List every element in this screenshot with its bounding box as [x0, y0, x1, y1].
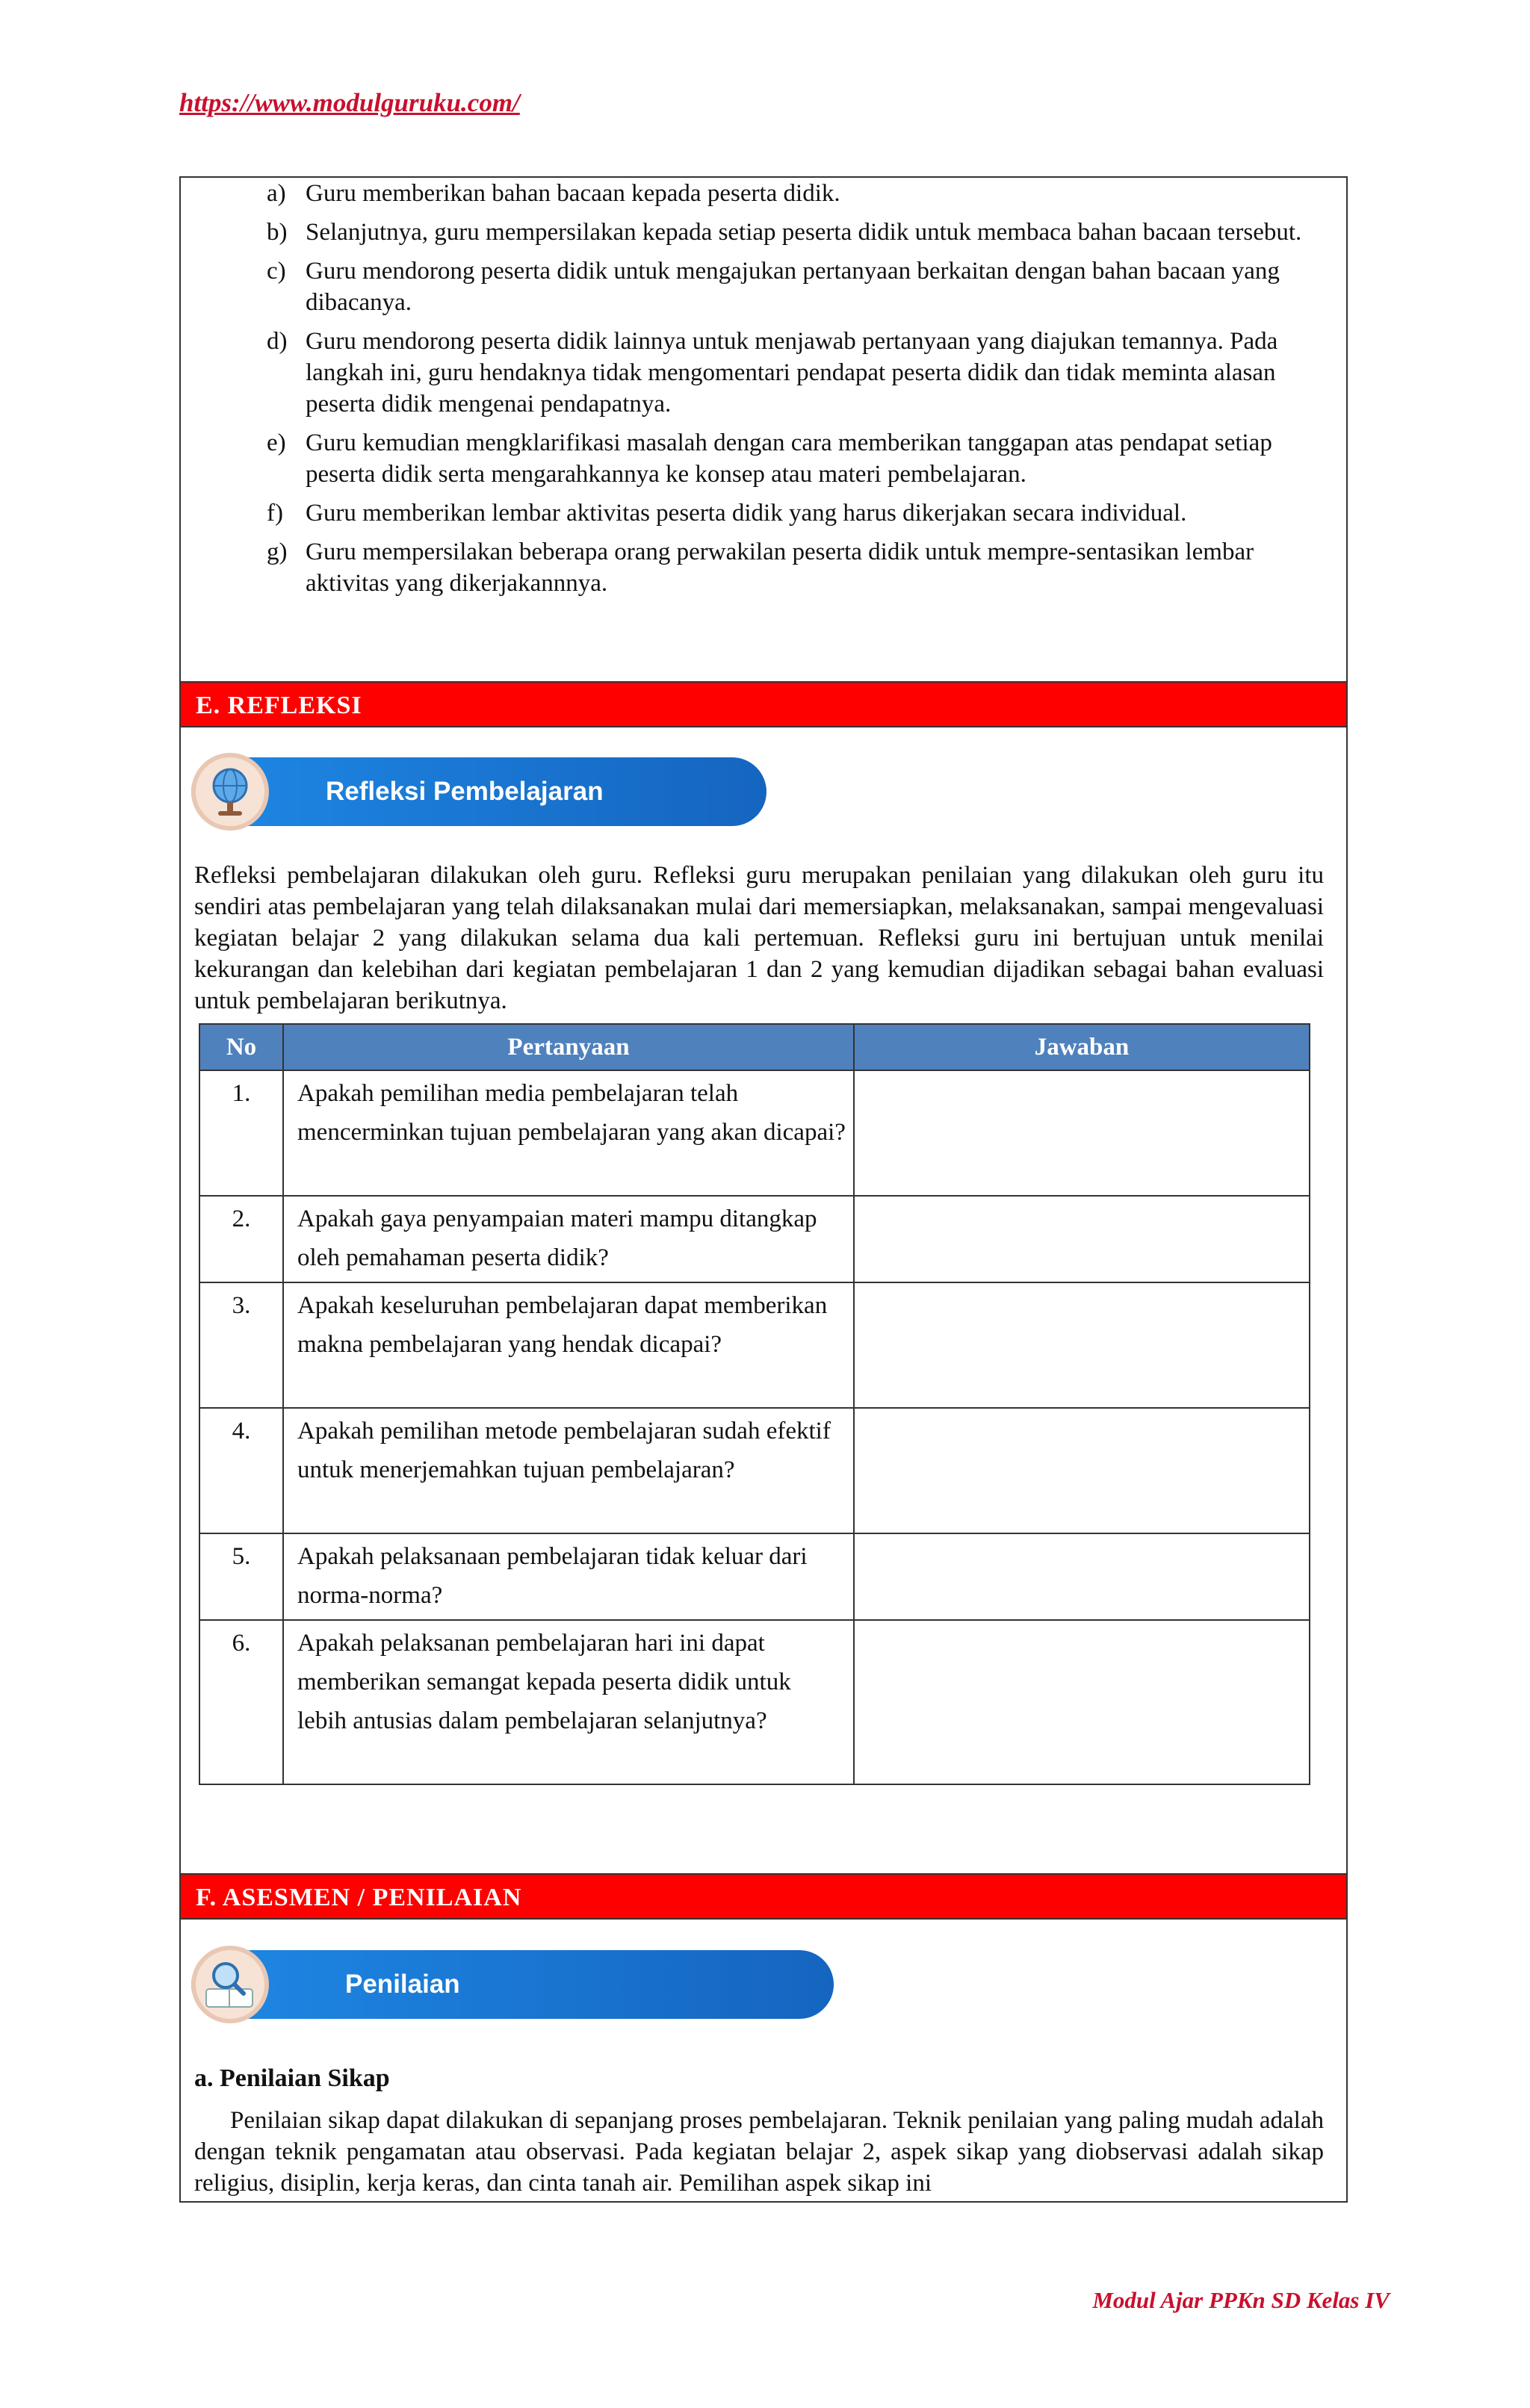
table-row: 2. Apakah gaya penyampaian materi mampu ditangkap oleh pemahaman peserta didik?	[199, 1196, 1310, 1282]
subheading-penilaian-sikap: a. Penilaian Sikap	[194, 2064, 390, 2092]
column-header-answer: Jawaban	[854, 1024, 1310, 1070]
table-row: 5. Apakah pelaksanaan pembelajaran tidak keluar dari norma-norma?	[199, 1533, 1310, 1620]
table-row: 6. Apakah pelaksanan pembelajaran hari ini dapat memberikan semangat kepada peserta didik untuk lebih antusias dalam pembelajaran selanjutnya?	[199, 1620, 1310, 1784]
list-item: c) Guru mendorong peserta didik untuk mengajukan pertanyaan berkaitan dengan bahan bacaan yang dibacanya.	[267, 258, 1280, 316]
table-row: 3. Apakah keseluruhan pembelajaran dapat memberikan makna pembelajaran yang hendak dicapai?	[199, 1282, 1310, 1408]
list-item: e) Guru kemudian mengklarifikasi masalah dengan cara memberikan tanggapan atas pendapat setiap peserta didik serta mengarahkannya ke konsep atau materi pembelajaran.	[267, 429, 1272, 488]
content-frame	[179, 176, 1348, 2203]
table-row: 4. Apakah pemilihan metode pembelajaran sudah efektif untuk menerjemahkan tujuan pembelajaran?	[199, 1408, 1310, 1533]
answer-cell[interactable]	[854, 1070, 1310, 1196]
column-header-no: No	[199, 1024, 283, 1070]
assessment-paragraph: Penilaian sikap dapat dilakukan di sepanjang proses pembelajaran. Teknik penilaian yang paling mudah adalah dengan teknik pengamatan atau observasi. Pada kegiatan belajar 2, aspek sikap yang diobservasi adalah sikap religius, disiplin, kerja keras, dan cinta tanah air. Pemilihan aspek sikap ini	[194, 2107, 1324, 2197]
footer-title: Modul Ajar PPKn SD Kelas IV	[1092, 2287, 1390, 2313]
table-row: 1. Apakah pemilihan media pembelajaran telah mencerminkan tujuan pembelajaran yang akan dicapai?	[199, 1070, 1310, 1196]
list-item: d) Guru mendorong peserta didik lainnya untuk menjawab pertanyaan yang diajukan temannya. Pada langkah ini, guru hendaknya tidak mengomentari pendapat peserta didik dan tidak meminta alasan peserta didik mengenai pendapatnya.	[267, 328, 1278, 418]
reflection-table	[199, 1023, 1310, 1785]
answer-cell[interactable]	[854, 1196, 1310, 1282]
banner-title: Penilaian	[345, 1970, 460, 1999]
column-header-question: Pertanyaan	[283, 1024, 854, 1070]
answer-cell[interactable]	[854, 1408, 1310, 1533]
list-item: b) Selanjutnya, guru mempersilakan kepada setiap peserta didik untuk membaca bahan bacaan tersebut.	[267, 219, 1302, 246]
reflection-banner	[191, 753, 789, 831]
list-item: a) Guru memberikan bahan bacaan kepada peserta didik.	[267, 180, 840, 207]
answer-cell[interactable]	[854, 1620, 1310, 1784]
activity-steps	[267, 178, 1328, 606]
list-item: g) Guru mempersilakan beberapa orang perwakilan peserta didik untuk mempre-sentasikan lembar aktivitas yang dikerjakannnya.	[267, 539, 1254, 597]
section-e-heading: E. REFLEKSI	[181, 681, 1346, 727]
banner-title: Refleksi Pembelajaran	[326, 777, 604, 806]
reflection-paragraph: Refleksi pembelajaran dilakukan oleh guru. Refleksi guru merupakan penilaian yang dilakukan oleh guru itu sendiri atas pembelajaran yang telah dilaksanakan mulai dari memersiapkan, melaksanakan, sampai mengevaluasi kegiatan belajar 2 yang dilakukan selama dua kali pertemuan. Refleksi guru ini bertujuan untuk menilai kekurangan dan kelebihan dari kegiatan pembelajaran 1 dan 2 yang kemudian dijadikan sebagai bahan evaluasi untuk pembelajaran berikutnya.	[194, 862, 1324, 1014]
section-f-heading: F. ASESMEN / PENILAIAN	[181, 1873, 1346, 1920]
assessment-banner	[191, 1946, 864, 2023]
list-item: f) Guru memberikan lembar aktivitas peserta didik yang harus dikerjakan secara individual.	[267, 500, 1187, 527]
header-url-link[interactable]: https://www.modulguruku.com/	[179, 88, 520, 117]
answer-cell[interactable]	[854, 1533, 1310, 1620]
globe-icon	[191, 753, 269, 831]
table-header-row	[199, 1024, 1310, 1070]
magnifier-book-icon	[191, 1946, 269, 2023]
answer-cell[interactable]	[854, 1282, 1310, 1408]
